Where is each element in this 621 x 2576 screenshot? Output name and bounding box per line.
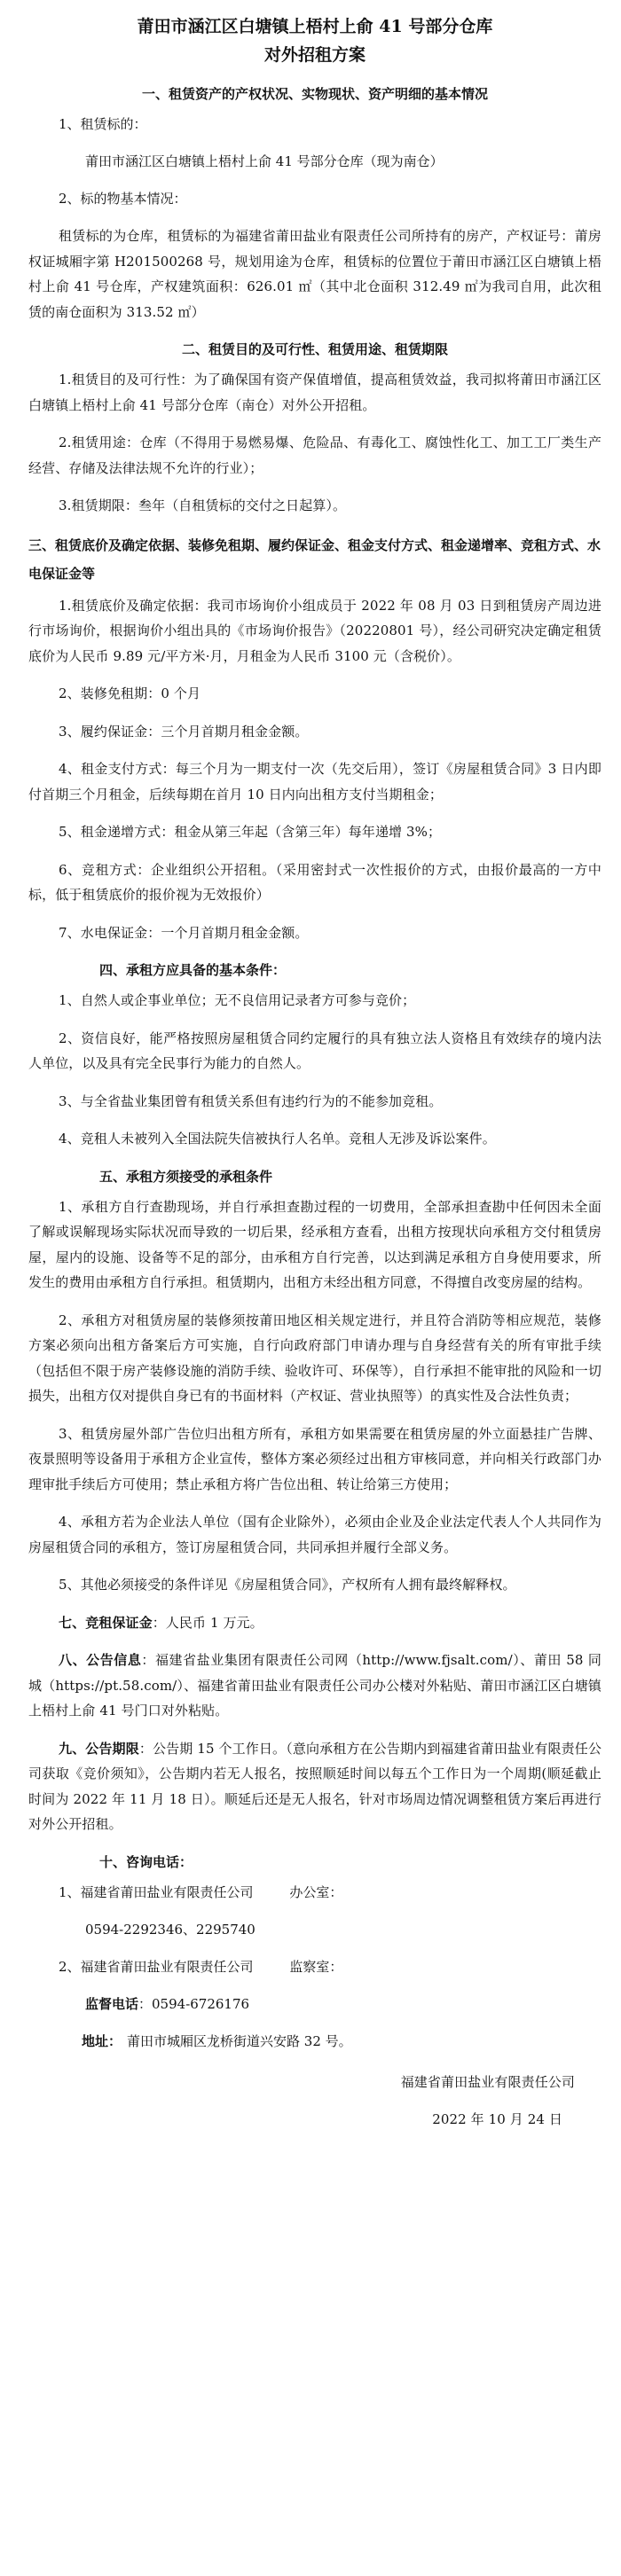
section3-heading: 三、租赁底价及确定依据、装修免租期、履约保证金、租金支付方式、租金递增率、竞租方式、水电保证金等 [28,536,601,582]
doc-title-line2: 对外招租方案 [263,45,366,65]
section2-item1: 1.租赁目的及可行性：为了确保国有资产保值增值，提高租赁效益，我司拟将莆田市涵江区白塘镇上梧村上俞 41 号部分仓库（南仓）对外公开招租。 [28,372,601,413]
section1-item1-label: 1、租赁标的： [59,116,147,132]
announcement-paragraph [28,1648,601,1724]
section2-heading: 二、租赁目的及可行性、租赁用途、租赁期限 [181,341,448,357]
contact-item1-dept: 办公室： [289,1883,343,1900]
deposit-text: ：人民币 1 万元。 [152,1614,263,1631]
section1-heading: 一、租赁资产的产权状况、实物现状、资产明细的基本情况 [141,86,488,102]
section1-item1-text: 莆田市涵江区白塘镇上梧村上俞 41 号部分仓库（现为南仓） [85,153,444,169]
contact-item1-org: 1、福建省莆田盐业有限责任公司 [59,1883,254,1900]
contact-item2 [28,1954,601,1979]
supervision-label: 监督电话 [85,1995,139,2012]
section4-item4: 4、竞租人未被列入全国法院失信被执行人名单。竞租人无涉及诉讼案件。 [59,1131,496,1147]
announcement-text: ：福建省盐业集团有限责任公司网（http://www.fjsalt.com/）、莆田 58 同城（https://pt.58.com/）、福建省莆田盐业有限责任公司办公楼对外粘贴、莆田市涵江区白塘镇上梧村上俞 41 号门口对外粘贴。 [28,1652,601,1719]
contact-heading: 十、咨询电话： [99,1853,193,1870]
address-label: 地址： [82,2032,122,2049]
section5-item5: 5、其他必须接受的条件详见《房屋租赁合同》，产权所有人拥有最终解释权。 [59,1577,516,1593]
section2-item2: 2.租赁用途：仓库（不得用于易燃易爆、危险品、有毒化工、腐蚀性化工、加工工厂类生产经营、存储及法律法规不允许的行业）； [28,435,601,476]
section3-item5: 5、租金递增方式：租金从第三年起（含第三年）每年递增 3%； [59,824,442,840]
section4-item1: 1、自然人或企事业单位；无不良信用记录者方可参与竞价； [59,992,416,1008]
section5-item1: 1、承租方自行查勘现场，并自行承担查勘过程的一切费用，全部承担查勘中任何因未全面了解或误解现场实际状况而导致的一切后果，经承租方查看，出租方按现状向承租方交付租赁房屋，屋内的设施、设备等不足的部分，由承租方自行完善，以达到满足承租方自身使用要求，所发生的费用由承租方自行承担。租赁期内，出租方未经出租方同意，不得擅自改变房屋的结构。 [28,1198,601,1290]
period-label: 九、公告期限 [59,1740,139,1757]
section3-item1: 1.租赁底价及确定依据：我司市场询价小组成员于 2022 年 08 月 03 日到租赁房产周边进行市场询价，根据询价小组出具的《市场询价报告》（20220801 号），经公司研究决定确定租赁底价为人民币 9.89 元/平方米·月，月租金为人民币 3100 元（含税价）。 [28,597,601,664]
contact-item2-supervision [28,1992,601,2016]
deposit-paragraph [28,1610,601,1636]
section1-item2-text: 租赁标的为仓库，租赁标的为福建省莆田盐业有限责任公司所持有的房产，产权证号：莆房权证城厢字第 H201500268 号，规划用途为仓库，租赁标的位置位于莆田市涵江区白塘镇上梧村上俞 41 号仓库，产权建筑面积：626.01 ㎡（其中北仓面积 312.49 ㎡为我司自用，此次租赁的南仓面积为 313.52 ㎡） [28,228,601,320]
address-line [28,2029,601,2054]
section3-item2: 2、装修免租期：0 个月 [59,685,201,701]
section3-item7: 7、水电保证金：一个月首期月租金金额。 [59,924,309,941]
period-text: ：公告期 15 个工作日。（意向承租方在公告期内到福建省莆田盐业有限责任公司获取《竞价须知》，公告期内若无人报名，按照顺延时间以每五个工作日为一个周期(顺延截止时间为 2022 年 11 月 18 日）。顺延后还是无人报名，针对市场周边情况调整租赁方案后再进行对外公开招租。 [28,1740,601,1832]
deposit-label: 七、竞租保证金 [59,1614,153,1631]
section5-item2: 2、承租方对租赁房屋的装修须按莆田地区相关规定进行，并且符合消防等相应规范，装修方案必须向出租方备案后方可实施，自行向政府部门申请办理与自身经营有关的所有审批手续（包括但不限于房产装修设施的消防手续、验收许可、环保等），自行承担不能审批的风险和一切损失，出租方仅对提供自身已有的书面材料（产权证、营业执照等）的真实性及合法性负责； [28,1311,601,1404]
section2-item3: 3.租赁期限：叁年（自租赁标的交付之日起算）。 [59,497,347,513]
contact-item1 [28,1880,601,1905]
section4-item3: 3、与全省盐业集团曾有租赁关系但有违约行为的不能参加竞租。 [59,1092,443,1109]
contact-item1-phone: 0594-2292346、2295740 [85,1921,255,1938]
signature-date: 2022 年 10 月 24 日 [432,2111,562,2127]
section4-item2: 2、资信良好，能严格按照房屋租赁合同约定履行的具有独立法人资格且有效续存的境内法人单位，以及具有完全民事行为能力的自然人。 [28,1030,601,1071]
section3-item6: 6、竞租方式：企业组织公开招租。（采用密封式一次性报价的方式，由报价最高的一方中标，低于租赁底价的报价视为无效报价） [28,861,601,903]
address-text: 莆田市城厢区龙桥街道兴安路 32 号。 [127,2032,352,2049]
section5-item3: 3、租赁房屋外部广告位归出租方所有，承租方如果需要在租赁房屋的外立面悬挂广告牌、夜景照明等设备用于承租方企业宣传，整体方案必须经过出租方审核同意，并向相关行政部门办理审批手续后方可使用；禁止承租方将广告位出租、转让给第三方使用； [28,1425,601,1492]
supervision-phone: ：0594-6726176 [138,1995,250,2012]
section5-heading: 五、承租方须接受的承租条件 [99,1168,273,1185]
section5-item4: 4、承租方若为企业法人单位（国有企业除外），必须由企业及企业法定代表人个人共同作为房屋租赁合同的承租方，签订房屋租赁合同，共同承担并履行全部义务。 [28,1514,601,1555]
signature-org: 福建省莆田盐业有限责任公司 [400,2073,575,2090]
section3-item4: 4、租金支付方式：每三个月为一期支付一次（先交后用），签订《房屋租赁合同》3 日内即付首期三个月租金，后续每期在首月 10 日内向出租方支付当期租金； [28,761,601,803]
doc-title-line1: 莆田市涵江区白塘镇上梧村上俞 41 号部分仓库 [137,17,493,36]
period-paragraph [28,1736,601,1837]
section1-item2-label: 2、标的物基本情况： [59,191,187,207]
section3-item3: 3、履约保证金：三个月首期月租金金额。 [59,723,309,740]
section4-heading: 四、承租方应具备的基本条件： [99,962,287,978]
contact-item2-dept: 监察室： [289,1958,343,1975]
contact-item2-org: 2、福建省莆田盐业有限责任公司 [59,1958,254,1975]
announcement-label: 八、公告信息 [59,1652,142,1668]
